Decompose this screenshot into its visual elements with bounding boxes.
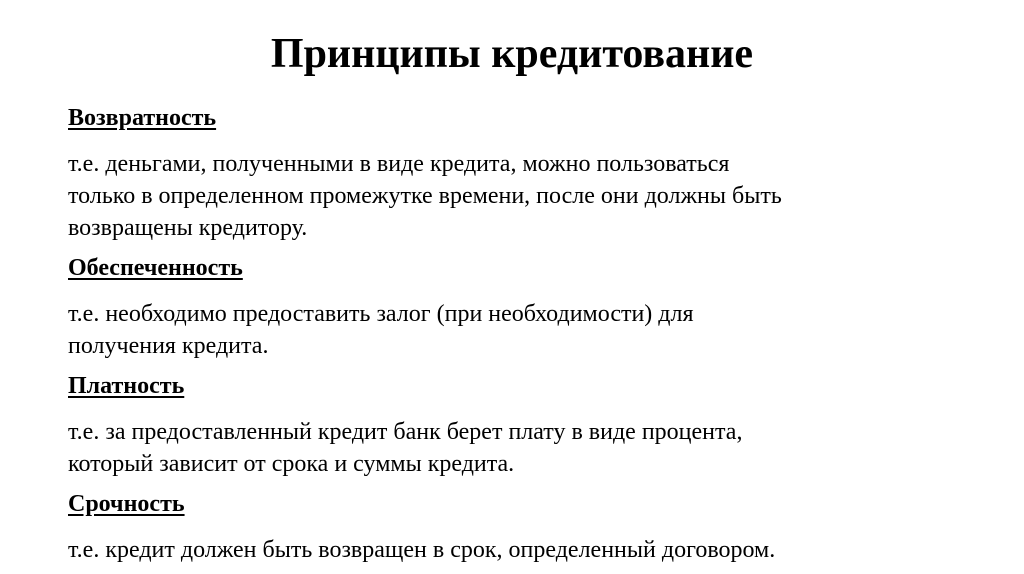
- principle-description: [68, 534, 998, 566]
- principle-repayment: [68, 102, 998, 244]
- principle-heading: Возвратность: [68, 105, 217, 131]
- description-line: только в определенном промежутке времени, после они должны быть: [68, 183, 782, 209]
- description-line: т.е. за предоставленный кредит банк берет плату в виде процента,: [68, 419, 743, 445]
- principle-heading: Срочность: [68, 491, 185, 517]
- slide-title: Принципы кредитование: [270, 31, 754, 77]
- principles-list: [68, 102, 998, 574]
- principle-description: [68, 148, 998, 244]
- description-line: получения кредита.: [68, 333, 269, 359]
- principle-description: [68, 298, 998, 362]
- description-line: возвращены кредитору.: [68, 215, 308, 241]
- principle-heading: Платность: [68, 373, 185, 399]
- description-line: т.е. необходимо предоставить залог (при необходимости) для: [68, 301, 694, 327]
- description-line: т.е. деньгами, полученными в виде кредита, можно пользоваться: [68, 151, 730, 177]
- description-line: который зависит от срока и суммы кредита.: [68, 451, 515, 477]
- principle-heading: Обеспеченность: [68, 255, 243, 281]
- principle-security: [68, 252, 998, 362]
- principle-term: [68, 488, 998, 566]
- principle-payment: [68, 370, 998, 480]
- principle-description: [68, 416, 998, 480]
- description-line: т.е. кредит должен быть возвращен в срок, определенный договором.: [68, 537, 776, 563]
